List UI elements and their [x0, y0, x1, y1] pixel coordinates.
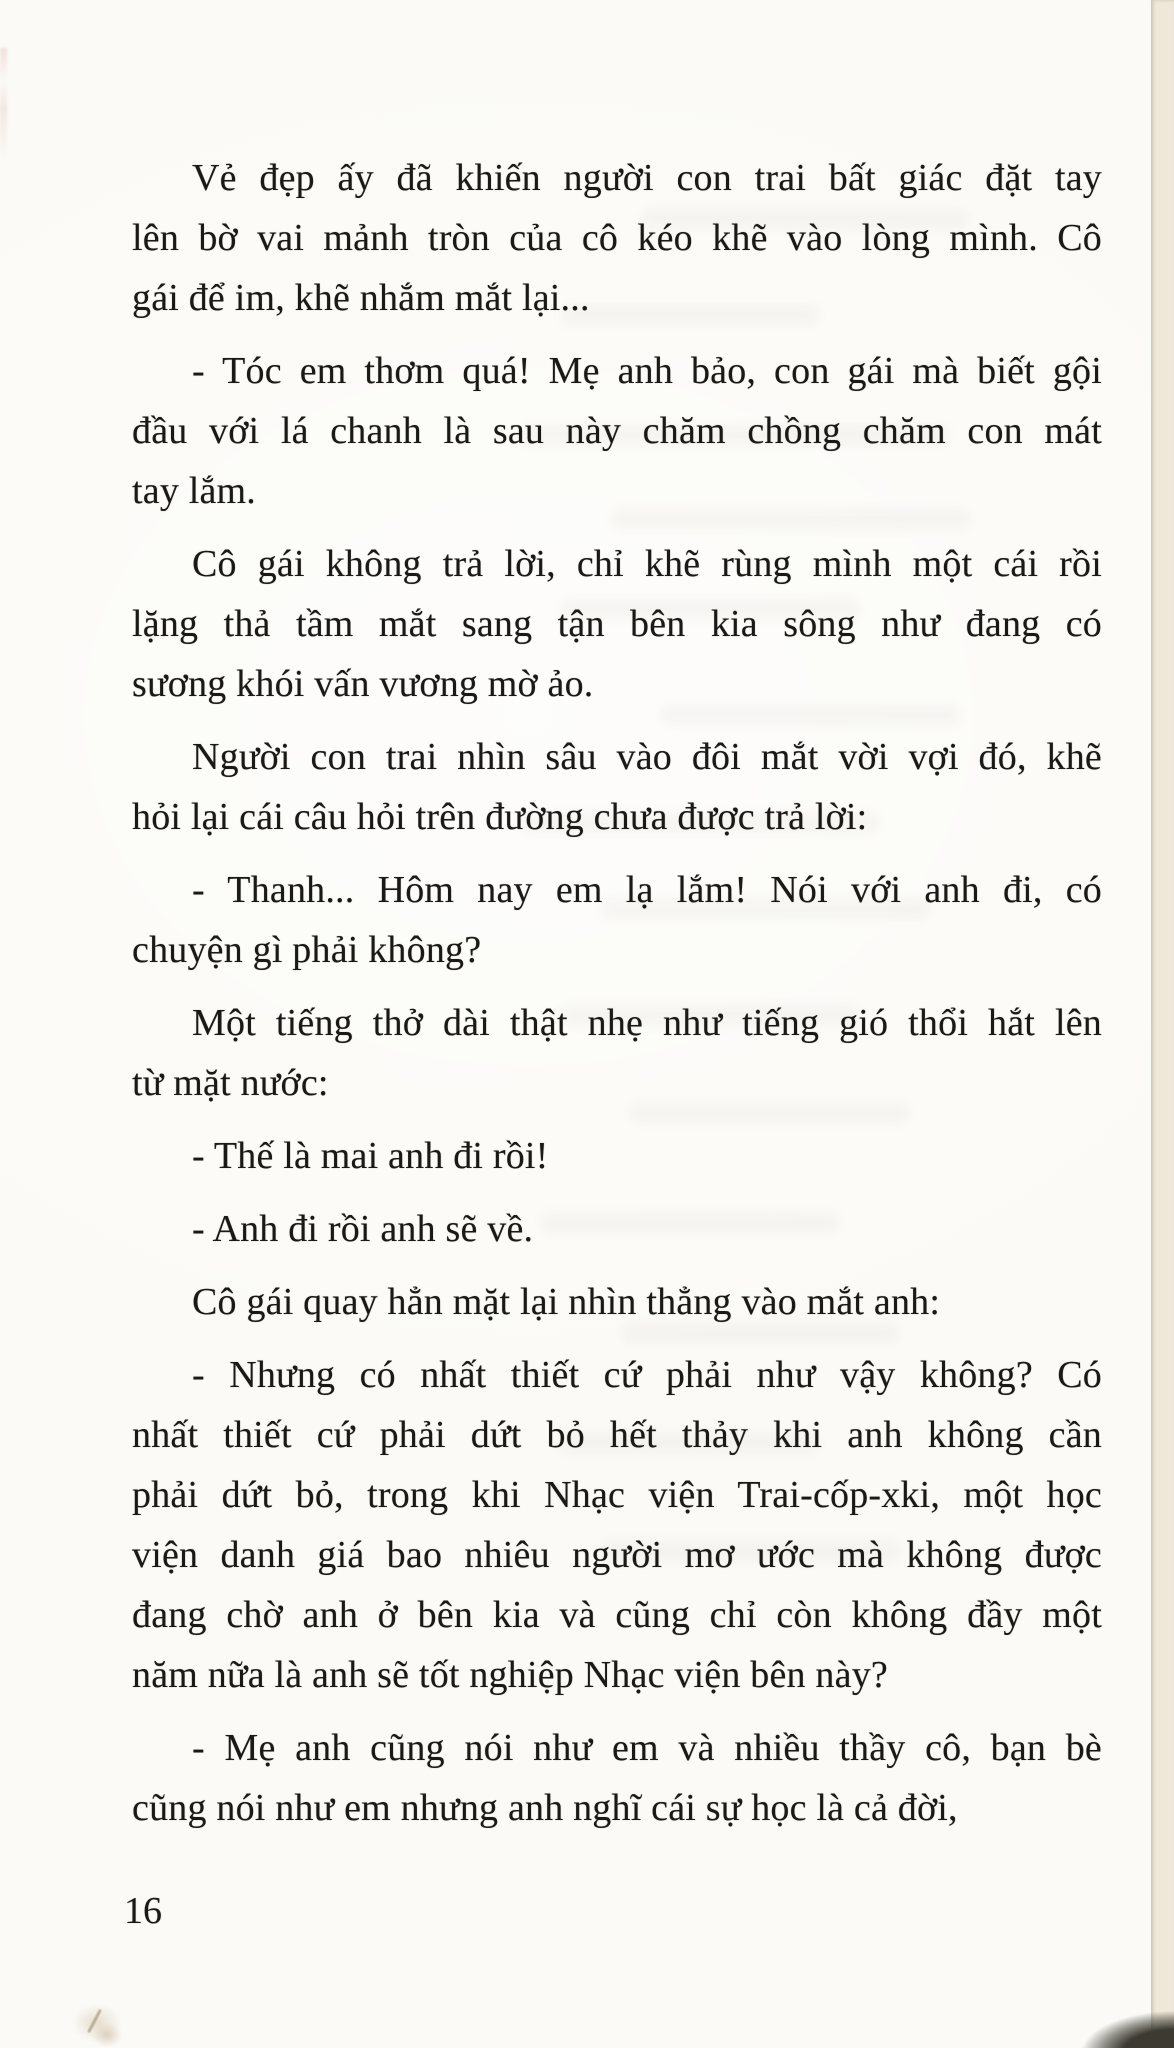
text-line: đang chờ anh ở bên kia và cũng chỉ còn không đầy một: [132, 1594, 1102, 1636]
page-edge-strip: [1151, 0, 1174, 2048]
text-line: phải dứt bỏ, trong khi Nhạc viện Trai-cốp-xki, một học: [132, 1474, 1102, 1516]
page-number: 16: [124, 1890, 162, 1932]
text-line: lên bờ vai mảnh tròn của cô kéo khẽ vào lòng mình. Cô: [132, 217, 1102, 259]
text-line: đầu với lá chanh là sau này chăm chồng chăm con mát: [132, 410, 1102, 452]
text-line: Một tiếng thở dài thật nhẹ như tiếng gió thổi hắt lên: [192, 1002, 1102, 1044]
text-line: Người con trai nhìn sâu vào đôi mắt vời vợi đó, khẽ: [192, 736, 1102, 778]
text-line: chuyện gì phải không?: [132, 929, 482, 971]
paragraph: [132, 1345, 1102, 1705]
text-line: - Thế là mai anh đi rồi!: [192, 1135, 549, 1177]
text-line: gái để im, khẽ nhắm mắt lại...: [132, 277, 590, 319]
left-edge-speck: [0, 48, 7, 158]
text-line: - Tóc em thơm quá! Mẹ anh bảo, con gái mà biết gội: [192, 350, 1102, 392]
text-line: từ mặt nước:: [132, 1062, 329, 1104]
paragraph: [132, 1199, 1102, 1259]
paragraph: [132, 727, 1102, 847]
corner-shadow: [1024, 1978, 1174, 2048]
text-line: Cô gái không trả lời, chỉ khẽ rùng mình một cái rồi: [192, 543, 1102, 585]
text-line: cũng nói như em nhưng anh nghĩ cái sự học là cả đời,: [132, 1787, 958, 1829]
text-line: - Mẹ anh cũng nói như em và nhiều thầy cô, bạn bè: [192, 1727, 1102, 1769]
text-line: Vẻ đẹp ấy đã khiến người con trai bất giác đặt tay: [192, 157, 1102, 199]
text-line: - Thanh... Hôm nay em lạ lắm! Nói với anh đi, có: [192, 869, 1102, 911]
bottom-left-smudge: [45, 1985, 165, 2048]
text-line: sương khói vấn vương mờ ảo.: [132, 663, 594, 705]
paragraph: [132, 1718, 1102, 1838]
paragraph: [132, 534, 1102, 714]
page-text: [132, 148, 1102, 1838]
text-line: tay lắm.: [132, 470, 257, 512]
text-line: Cô gái quay hẳn mặt lại nhìn thẳng vào mắt anh:: [192, 1281, 941, 1323]
text-line: lặng thả tầm mắt sang tận bên kia sông như đang có: [132, 603, 1102, 645]
text-line: nhất thiết cứ phải dứt bỏ hết thảy khi anh không cần: [132, 1414, 1102, 1456]
paragraph: [132, 993, 1102, 1113]
text-line: hỏi lại cái câu hỏi trên đường chưa được trả lời:: [132, 796, 868, 838]
paragraph: [132, 860, 1102, 980]
paragraph: [132, 148, 1102, 328]
paragraph: [132, 1126, 1102, 1186]
text-line: - Nhưng có nhất thiết cứ phải như vậy không? Có: [192, 1354, 1102, 1396]
text-line: viện danh giá bao nhiêu người mơ ước mà không được: [132, 1534, 1102, 1576]
paragraph: [132, 341, 1102, 521]
text-line: năm nữa là anh sẽ tốt nghiệp Nhạc viện bên này?: [132, 1654, 888, 1696]
text-line: - Anh đi rồi anh sẽ về.: [192, 1208, 534, 1250]
paragraph: [132, 1272, 1102, 1332]
